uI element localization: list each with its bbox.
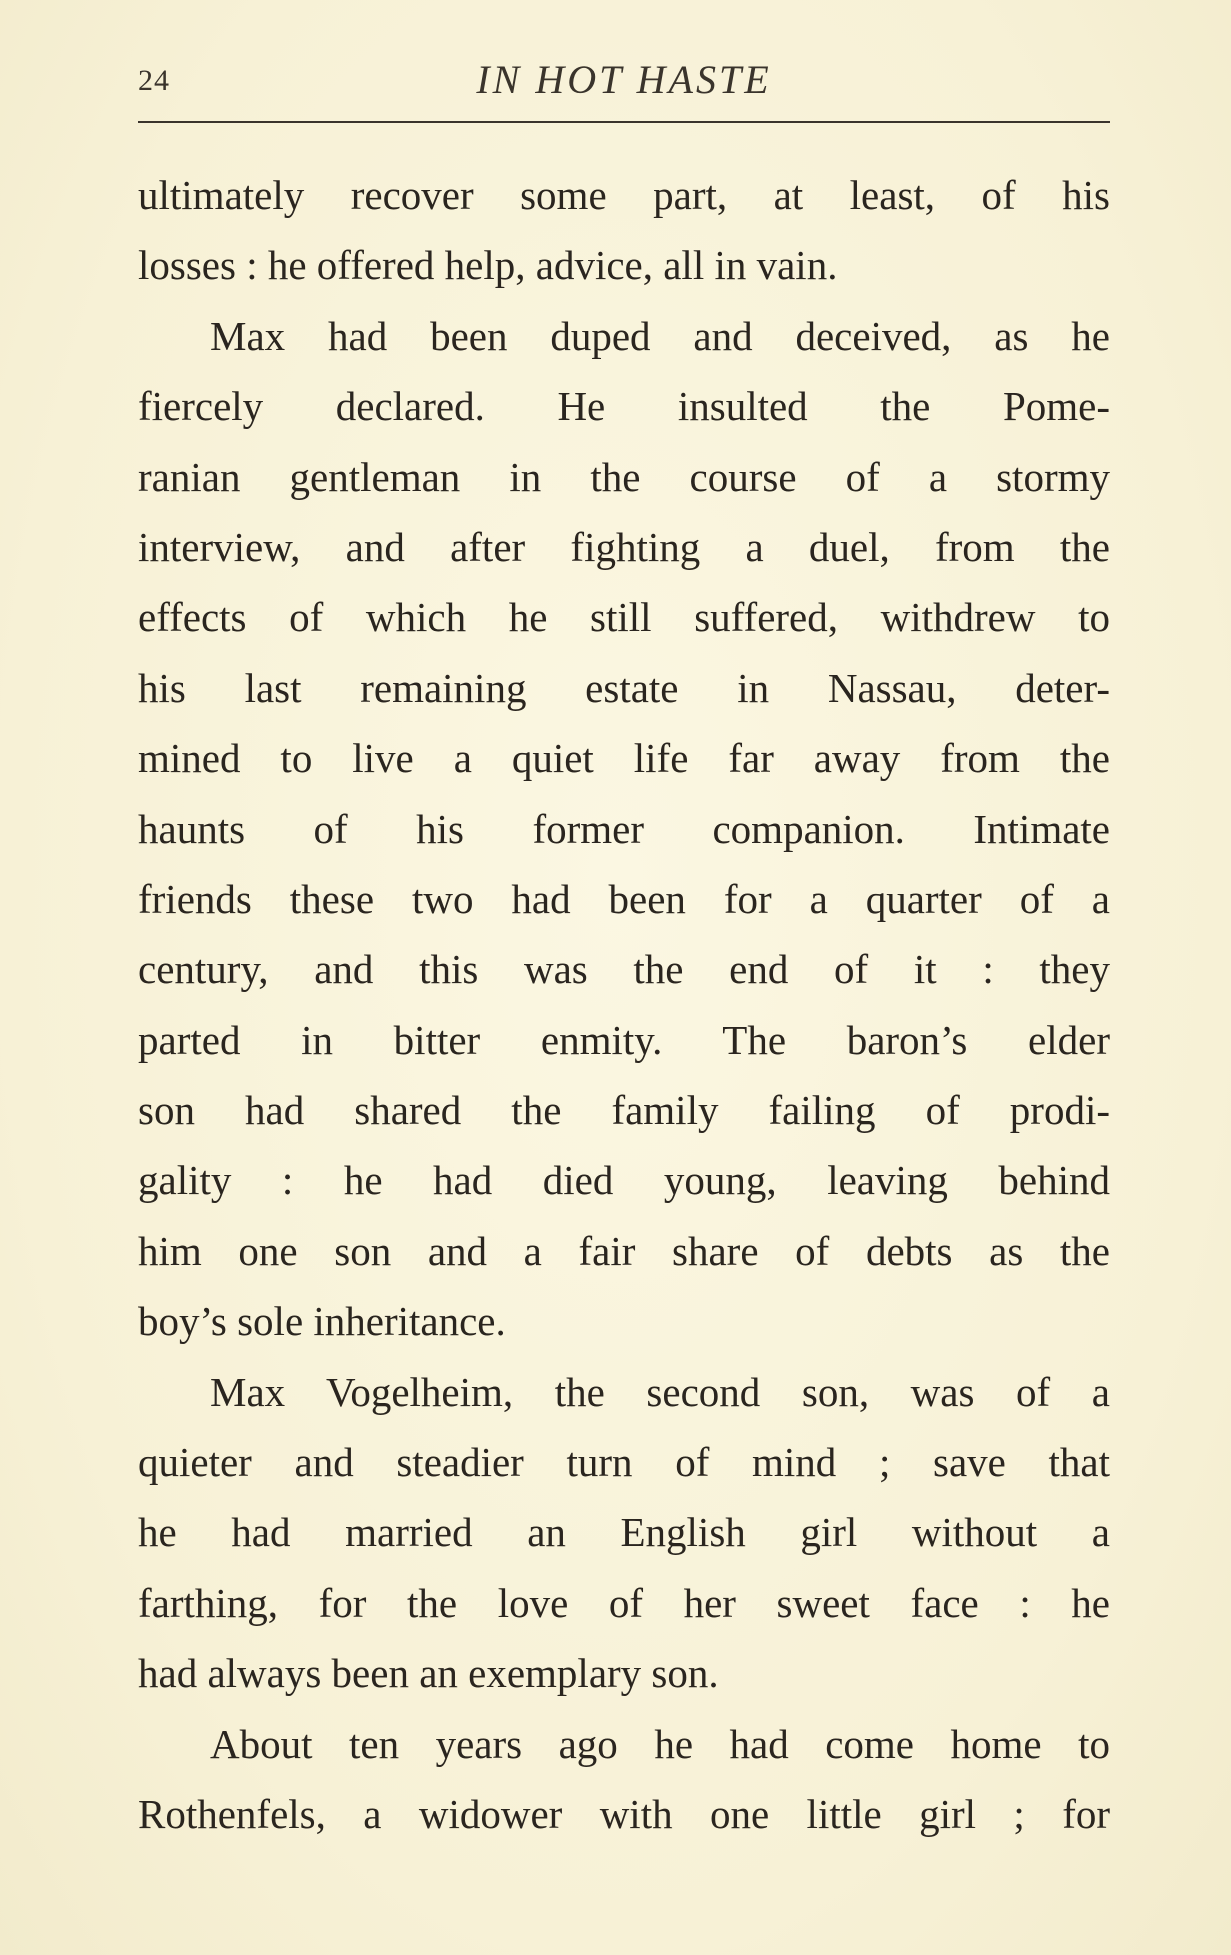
- page-number: 24: [138, 64, 170, 97]
- text-line: fiercely declared. He insulted the Pome-: [138, 383, 1110, 430]
- body-text: [138, 160, 1110, 1849]
- text-line: parted in bitter enmity. The baron’s elder: [138, 1016, 1110, 1063]
- text-line: effects of which he still suffered, withdrew to: [138, 594, 1110, 641]
- text-line: Rothenfels, a widower with one little girl ; for: [138, 1790, 1110, 1837]
- text-line: farthing, for the love of her sweet face : he: [138, 1579, 1110, 1626]
- text-line: boy’s sole inheritance.: [138, 1298, 506, 1345]
- text-line: losses : he offered help, advice, all in vain.: [138, 242, 838, 289]
- running-title: IN HOT HASTE: [476, 57, 772, 102]
- text-line: his last remaining estate in Nassau, deter-: [138, 664, 1110, 711]
- text-line: ranian gentleman in the course of a stormy: [138, 453, 1110, 500]
- running-head: [138, 56, 1110, 106]
- text-line: he had married an English girl without a: [138, 1509, 1110, 1556]
- text-line: century, and this was the end of it : they: [138, 946, 1110, 993]
- text-line: Max had been duped and deceived, as he: [210, 312, 1110, 359]
- text-line: mined to live a quiet life far away from the: [138, 735, 1110, 782]
- text-line: interview, and after fighting a duel, from the: [138, 523, 1110, 570]
- text-line: gality : he had died young, leaving behind: [138, 1157, 1110, 1204]
- text-line: About ten years ago he had come home to: [210, 1720, 1110, 1767]
- text-line: him one son and a fair share of debts as the: [138, 1227, 1110, 1274]
- text-line: Max Vogelheim, the second son, was of a: [210, 1368, 1110, 1415]
- text-line: son had shared the family failing of prodi-: [138, 1087, 1110, 1134]
- text-line: haunts of his former companion. Intimate: [138, 805, 1110, 852]
- text-line: friends these two had been for a quarter of a: [138, 875, 1110, 922]
- header-rule: [138, 121, 1110, 123]
- text-line: ultimately recover some part, at least, of his: [138, 172, 1110, 218]
- text-line: had always been an exemplary son.: [138, 1650, 719, 1697]
- text-line: quieter and steadier turn of mind ; save that: [138, 1439, 1110, 1486]
